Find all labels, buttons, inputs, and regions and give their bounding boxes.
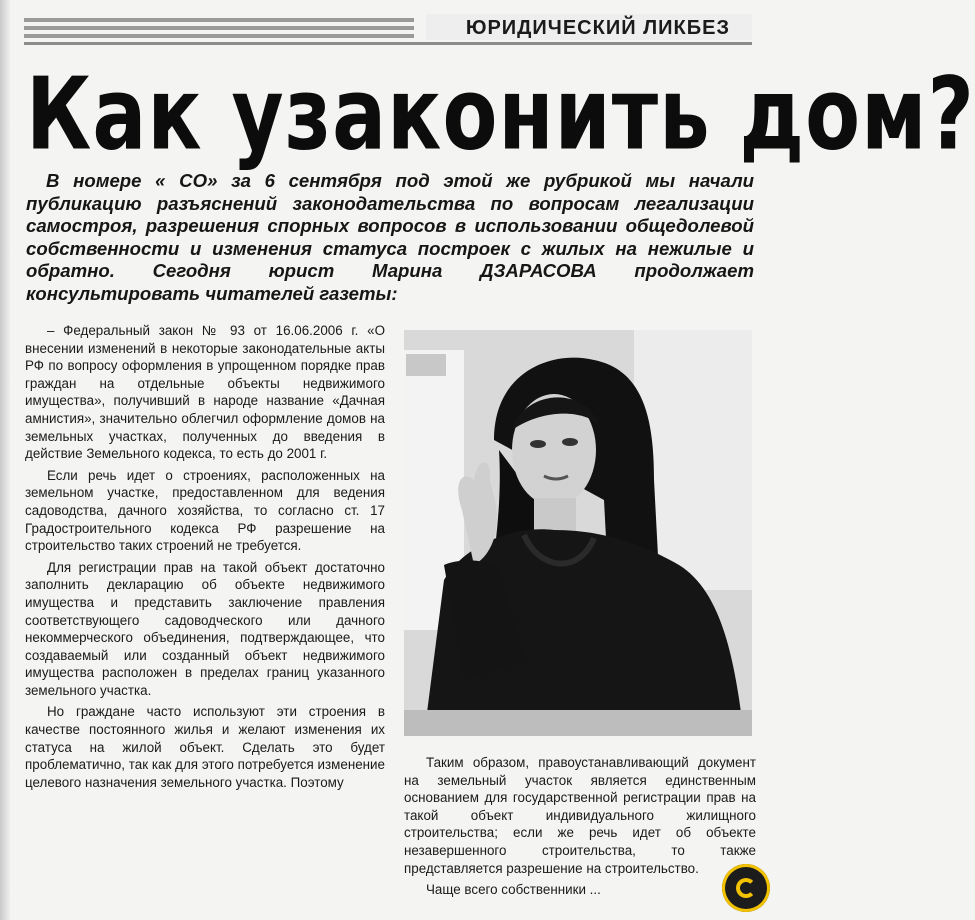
body-paragraph: – Федеральный закон № 93 от 16.06.2006 г. «О внесении изменений в некоторые законодательные акты РФ по вопросу оформления в упрощенном порядке прав граждан на отдельные объекты недвижимого имущества», получивший в народе название «Дачная амнистия», значительно облегчил оформление домов на земельных участках, полученных до введения в действие Земельного кодекса, то есть до 2001 г.	[25, 323, 385, 462]
body-paragraph: Если речь идет о строениях, расположенных на земельном участке, предоставленном для ведения садоводства, дачного хозяйства, то согласно ст. 17 Градостроительного кодекса РФ разрешение на строительство таких строений не требуется.	[25, 467, 385, 554]
article-column-right	[404, 754, 756, 920]
page-left-edge	[0, 0, 10, 920]
body-paragraph: Для регистрации прав на такой объект достаточно заполнить декларацию об объекте недвижимого имущества и представить заключение правления соответствующего садоводческого или дачного некоммерческого объединения, подтверждающее, что создаваемый или созданный объект недвижимого имущества расположен в пределах границ указанного земельного участка.	[25, 559, 385, 698]
body-paragraph: Чаще всего собственники ...	[426, 882, 601, 898]
rubric-header	[24, 14, 752, 40]
portrait-illustration	[404, 330, 752, 736]
article-lead	[26, 170, 754, 305]
body-paragraph: Таким образом, правоустанавливающий документ на земельный участок является единственным основанием для государственной регистрации прав на такой объект индивидуального жилищного строительства; если же речь идет об объекте незавершенного строительства, то также представляется разрешение на строительство.	[404, 755, 756, 876]
rubric-divider	[24, 42, 752, 45]
rubric-stripe	[24, 26, 414, 30]
body-paragraph: Но граждане часто используют эти строения в качестве постоянного жилья и желают изменения их статуса на жилой объект. Сделать это будет проблематично, так как для этого потребуется изменение целевого назначения земельного участка. Поэтому	[25, 704, 385, 790]
article-column-left	[25, 322, 385, 920]
lead-paragraph: В номере « СО» за 6 сентября под этой же рубрикой мы начали публикацию разъяснений законодательства по вопросам легализации самостроя, разрешения спорных вопросов в использовании общедолевой собственности и изменения статуса построек с жилых на нежилые и обратно. Сегодня юрист Марина ДЗАРАСОВА продолжает консультировать читателей газеты:	[26, 170, 754, 304]
portrait-photo	[404, 330, 752, 736]
rubric-title: ЮРИДИЧЕСКИЙ ЛИКБЕЗ	[426, 14, 752, 40]
article-headline: Как узаконить дом?	[26, 55, 975, 172]
rubric-stripe	[24, 34, 414, 38]
publisher-logo-icon[interactable]	[722, 864, 770, 912]
rubric-stripe	[24, 18, 414, 22]
